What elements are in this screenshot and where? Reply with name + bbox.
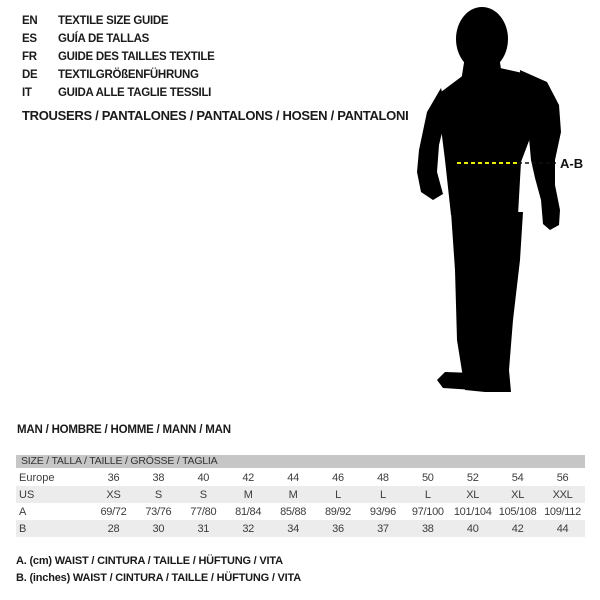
- table-cell: 32: [242, 522, 254, 535]
- table-cell: XL: [466, 488, 480, 501]
- table-cell: 81/84: [235, 505, 262, 518]
- man-silhouette-figure: [405, 0, 600, 405]
- table-cell: 46: [332, 471, 344, 484]
- language-label: GUÍA DE TALLAS: [58, 33, 149, 45]
- table-cell: XL: [511, 488, 525, 501]
- table-cell: XXL: [552, 488, 573, 501]
- table-cell: 101/104: [453, 505, 492, 518]
- table-cell: 89/92: [324, 505, 351, 518]
- table-row-b-inches: [16, 520, 585, 537]
- language-code: ES: [22, 33, 37, 45]
- table-cell: 42: [511, 522, 524, 535]
- language-row: [22, 30, 215, 48]
- language-code: IT: [22, 87, 32, 99]
- table-cell: 50: [421, 471, 434, 484]
- row-label: A: [19, 505, 27, 518]
- table-cell: 28: [107, 522, 120, 535]
- silhouette-right-arm: [520, 70, 561, 230]
- table-row-us: [16, 486, 585, 503]
- category-title: TROUSERS / PANTALONES / PANTALONS / HOSEN / PANTALONI: [22, 108, 409, 123]
- size-table: [16, 455, 585, 537]
- table-cell: M: [243, 488, 253, 501]
- note-b-inches: B. (inches) WAIST / CINTURA / TAILLE / HÜFTUNG / VITA: [16, 572, 301, 584]
- language-row: [22, 84, 215, 102]
- table-cell: L: [424, 488, 431, 501]
- table-cell: S: [199, 488, 207, 501]
- language-code: EN: [22, 15, 38, 27]
- table-cell: S: [154, 488, 162, 501]
- size-table-header-bar: SIZE / TALLA / TAILLE / GRÖSSE / TAGLIA: [16, 455, 585, 468]
- measurement-notes: [16, 553, 301, 587]
- language-row: [22, 66, 215, 84]
- table-cell: 40: [197, 471, 210, 484]
- table-cell: 30: [152, 522, 165, 535]
- table-cell: 109/112: [544, 505, 581, 518]
- note-a-cm: A. (cm) WAIST / CINTURA / TAILLE / HÜFTUNG / VITA: [16, 555, 283, 567]
- gender-title: MAN / HOMBRE / HOMME / MANN / MAN: [17, 424, 231, 436]
- table-cell: XS: [106, 488, 121, 501]
- table-cell: 36: [332, 522, 344, 535]
- table-cell: 42: [242, 471, 254, 484]
- table-cell: 69/72: [100, 505, 127, 518]
- table-row-europe: [16, 469, 585, 486]
- table-cell: 73/76: [145, 505, 172, 518]
- table-cell: 97/100: [411, 505, 444, 518]
- man-silhouette-svg: [405, 0, 600, 405]
- table-cell: L: [335, 488, 341, 501]
- table-cell: 52: [466, 471, 479, 484]
- table-cell: 31: [197, 522, 210, 535]
- table-row-a-cm: [16, 503, 585, 520]
- row-label: US: [19, 488, 35, 501]
- table-cell: 54: [511, 471, 524, 484]
- language-code: DE: [22, 69, 38, 81]
- table-cell: M: [288, 488, 298, 501]
- table-cell: 93/96: [369, 505, 396, 518]
- table-cell: 38: [421, 522, 434, 535]
- table-cell: 44: [287, 471, 299, 484]
- language-label: GUIDA ALLE TAGLIE TESSILI: [58, 87, 212, 99]
- language-list: [22, 12, 215, 102]
- row-label: B: [19, 522, 27, 535]
- measure-label: A-B: [560, 156, 584, 171]
- table-cell: 56: [556, 471, 569, 484]
- table-cell: 48: [377, 471, 389, 484]
- table-cell: L: [379, 488, 386, 501]
- silhouette-legs: [451, 212, 523, 392]
- language-row: [22, 48, 215, 66]
- table-cell: 105/108: [498, 505, 537, 518]
- table-cell: 44: [556, 522, 569, 535]
- language-label: TEXTILE SIZE GUIDE: [58, 15, 169, 27]
- language-row: [22, 12, 215, 30]
- table-cell: 37: [377, 522, 389, 535]
- language-code: FR: [22, 51, 37, 63]
- silhouette-foot: [437, 372, 505, 392]
- silhouette-left-arm: [417, 88, 447, 200]
- man-silhouette: [417, 7, 561, 392]
- table-cell: 34: [287, 522, 299, 535]
- table-cell: 77/80: [190, 505, 217, 518]
- table-cell: 36: [107, 471, 120, 484]
- language-label: TEXTILGRÖßENFÜHRUNG: [58, 69, 199, 81]
- table-cell: 38: [152, 471, 165, 484]
- language-label: GUIDE DES TAILLES TEXTILE: [58, 51, 215, 63]
- table-cell: 85/88: [280, 505, 307, 518]
- table-cell: 40: [466, 522, 479, 535]
- row-label: Europe: [19, 471, 55, 484]
